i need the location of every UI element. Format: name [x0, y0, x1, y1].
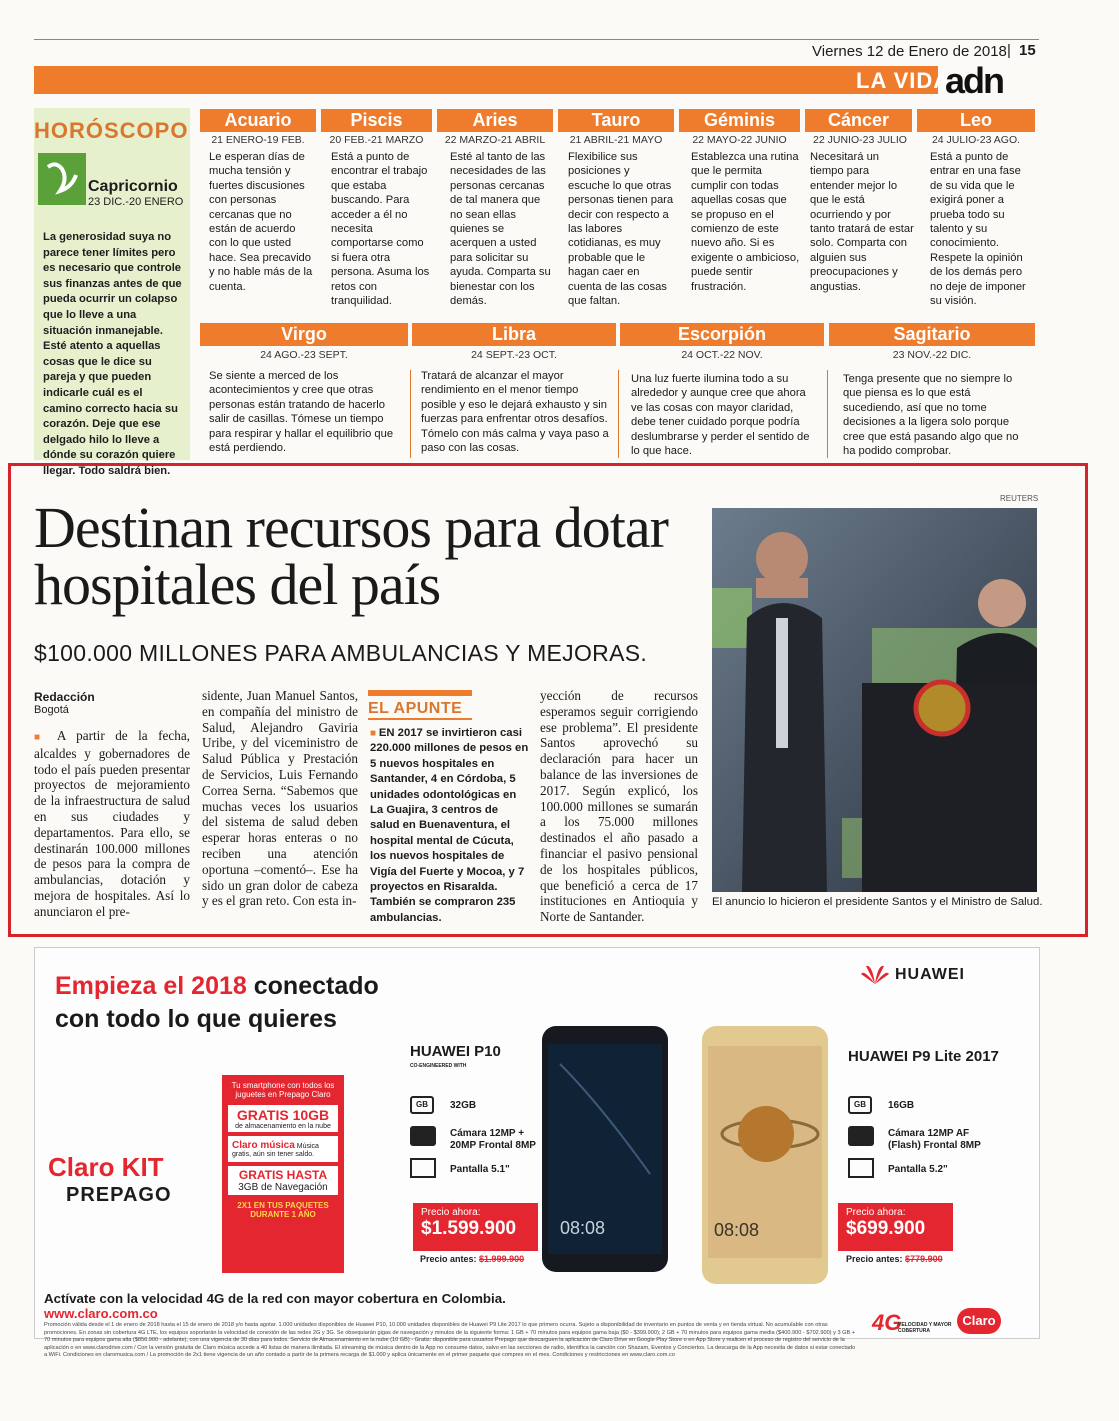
badge-4g: 4G: [872, 1310, 902, 1335]
phone1-price: $1.599.900: [421, 1218, 517, 1239]
badge-4g-sub: VELOCIDAD Y MAYOR COBERTURA: [898, 1322, 952, 1334]
promo-2x1: 2X1 EN TUS PAQUETES DURANTE 1 AÑO: [237, 1201, 329, 1219]
ad-headline-line2: con todo lo que quieres: [55, 1005, 337, 1033]
sign-text-aries: Esté al tanto de las necesidades de las personas cercanas de tal manera que no sean ellas quienes se acerquen a usted para solicitar su ayuda. Comparta su bienestar con los demás.: [450, 151, 551, 308]
bullet-icon: ■: [370, 728, 379, 739]
phone2-image: [700, 1024, 830, 1286]
column-divider: [410, 370, 411, 458]
sign-dates-tauro: 21 ABRIL-21 MAYO: [569, 134, 663, 146]
prepago-label: PREPAGO: [66, 1184, 172, 1206]
ad-fine-print: Promoción válida desde el 1 de enero de 2018 hasta el 15 de enero de 2018 y/o hasta agotar. 1.000 unidades disponibles de Huawei P10, 10.000 unidades disponibles de Huawei P9 Lite 2017 lo que primero ocurra. Sujeto a disponibilidad de inventario en puntos de venta y en tienda virtual. No acumulable con otras promociones. En zonas sin cobertura 4G LTE, los equipos soportarán la velocidad de conexión de las redes 2G y 3G. Se obsequiarán gigas de navegación y minutos de la siguiente forma: 1 GB + 70 minutos para equipos gama baja ($0 - $399.900); 2 GB + 70 minutos para equipos gama media ($400.900 - $702.900) y 3 GB + 70 minutos para equipos gama alta ($856.900 - adelante), con una vigencia de 30 días para todos. Servicio de Almacenamiento en la nube (10 GB) - Gratis: disponible para usuarios Prepago que descarguen la aplicación de Claro Drive en Google Play Store o en App Store y realicen el proceso de registro del servicio de la aplicación o en www.clarodrive.com / Con la versión gratuita de Claro música accede a 40 listas de manera ilimitada. El streaming de música dentro de la App no consume datos, salvo en las secciones de radio, identifica la canción con Shazam, Eventos y Conciertos. La descarga de la App necesita de datos si estar conectado a WiFi. Condiciones en claromusica.com / La promoción de 2x1 tiene vigencia de un año contado a partir de la primera recarga de $1.000 y aplica únicamente en el primer paquete que compres en el mes. Condiciones y restricciones en www.claro.com.co: [44, 1322, 856, 1359]
promo-intro: Tu smartphone con todos los juguetes en Prepago Claro: [231, 1081, 335, 1099]
huawei-logo: HUAWEI: [895, 966, 965, 983]
date-separator: |: [1007, 42, 1011, 59]
ad-headline-rest: conectado: [246, 972, 379, 1000]
sign-dates-escorpion: 24 OCT.-22 NOV.: [681, 349, 763, 361]
apunte-lead: EN 2017: [378, 727, 423, 739]
article-column-2: sidente, Juan Manuel Santos, en compañía del ministro de Salud, Alejandro Gaviria Uribe, y del viceministro de Salud Pública y Prestación de Servicios, Luis Fernando Correa Serna. “Sabemos que muchas veces los usuarios del sistema de salud deben esperar horas enteras o no reciben una atención oportuna –comentó–. Ese ha sido un gran dolor de cabeza y es el gran reto. Con esta in-: [202, 688, 358, 909]
apunte-title: EL APUNTE: [368, 700, 472, 720]
phone2-before-price: $779.900: [905, 1254, 943, 1264]
storage-icon: GB: [410, 1096, 434, 1114]
sign-text-libra: Tratará de alcanzar el mayor rendimiento en el menor tiempo posible y eso le dejará exhausto y sin fuerzas para enfrentar otros desafíos. Tómelo con más calma y vaya paso a paso con las cosas.: [421, 370, 609, 455]
sign-header-sagitario: Sagitario: [829, 323, 1035, 346]
phone1-storage: 32GB: [450, 1100, 477, 1111]
apunte-body: se invirtieron casi 220.000 millones de pesos en 5 nuevos hospitales en Santander, 4 en Córdoba, 5 unidades odontológicas en La Guajira, 3 centros de salud en Buenaventura, el hospital mental de Cúcuta, los nuevos hospitales de Vigía del Fuerte y Mocoa, y 7 proyectos en Risaralda. También se compraron 235 ambulancias.: [370, 727, 529, 924]
photo-credit: REUTERS: [1000, 494, 1039, 503]
phone1-screen: Pantalla 5.1": [450, 1164, 510, 1175]
sign-dates-aries: 22 MARZO-21 ABRIL: [444, 134, 546, 146]
sign-dates-sagitario: 23 NOV.-22 DIC.: [892, 349, 972, 361]
svg-text:08:08: 08:08: [714, 1220, 760, 1240]
article-column-1: [34, 728, 190, 920]
promo-hasta-sub: 3GB de Navegación: [238, 1182, 328, 1193]
sign-text-sagitario: Tenga presente que no siempre lo que piensa es lo que está sucediendo, así que no tome decisiones a la ligera solo porque cree que está pasando algo que no ha podido comprobar.: [843, 373, 1019, 458]
article-subhead: $100.000 MILLONES PARA AMBULANCIAS Y MEJORAS.: [34, 640, 648, 666]
sign-header-libra: Libra: [412, 323, 616, 346]
bullet-icon: ■: [34, 732, 57, 743]
section-title: LA VIDA: [856, 68, 951, 93]
column-divider: [827, 370, 828, 458]
phone1-before-price: $1.999.900: [479, 1254, 525, 1264]
phone2-name: HUAWEI P9 Lite 2017: [848, 1048, 999, 1065]
sign-text-piscis: Está a punto de encontrar el trabajo que estaba buscando. Para acceder a él no necesita comportarse como si fuera otra persona. Asuma los retos con tranquilidad.: [331, 151, 430, 308]
phone2-price: $699.900: [846, 1218, 926, 1239]
byline: Redacción: [34, 690, 95, 704]
phone2-price-box: [838, 1203, 953, 1251]
promo-hasta: GRATIS HASTA: [238, 1168, 328, 1182]
promo-data: [228, 1166, 338, 1195]
sign-header-escorpion: Escorpión: [620, 323, 824, 346]
screen-icon: [410, 1158, 436, 1178]
promo-panel: [222, 1075, 344, 1273]
camera-icon: [410, 1126, 436, 1146]
byline-city: Bogotá: [34, 704, 69, 716]
phone2-before-label: Precio antes:: [846, 1254, 903, 1264]
promo-gratis: GRATIS 10GB: [236, 1107, 330, 1123]
phone1-price-box: [413, 1203, 538, 1251]
phone2-before: [846, 1254, 943, 1264]
promo-music-text: Música gratis, aún sin tener saldo.: [232, 1143, 319, 1158]
ad-cta: Actívate con la velocidad 4G de la red con mayor cobertura en Colombia.: [44, 1291, 506, 1306]
sign-dates-cancer: 22 JUNIO-23 JULIO: [813, 134, 907, 146]
claro-logo: Claro: [957, 1308, 1001, 1334]
phone1-before: [420, 1254, 524, 1264]
apunte-accent-bar: [368, 690, 472, 696]
issue-date: Viernes 12 de Enero de 2018: [812, 43, 1007, 60]
sign-dates-libra: 24 SEPT.-23 OCT.: [471, 349, 557, 361]
horoscope-title: HORÓSCOPO: [34, 118, 189, 143]
sign-text-cancer: Necesitará un tiempo para entender mejor lo que le está ocurriendo y por tanto tratará de estar solo. Comparta con alguien sus preocupaciones y angustias.: [810, 151, 914, 293]
screen-icon: [848, 1158, 874, 1178]
phone1-before-label: Precio antes:: [420, 1254, 477, 1264]
phone2-price-label: Precio ahora:: [846, 1207, 906, 1218]
sign-header-tauro: Tauro: [558, 109, 674, 132]
capricorn-icon: [38, 153, 86, 205]
press-photo: [712, 508, 1037, 892]
sign-text-geminis: Establezca una rutina que le permita cumplir con todas aquellas cosas que se propuso en el comienzo de este nuevo año. Si es exigente o ambicioso, puede sentir frustración.: [691, 151, 800, 293]
sign-dates-geminis: 22 MAYO-22 JUNIO: [692, 134, 787, 146]
section-band: [34, 66, 938, 94]
promo-music: [228, 1136, 338, 1162]
storage-icon: GB: [848, 1096, 872, 1114]
phone2-storage: 16GB: [888, 1100, 915, 1111]
claro-kit-logo: Claro KIT: [48, 1152, 164, 1182]
featured-sign-dates: 23 DIC.-20 ENERO: [88, 196, 184, 208]
promo-music-brand: Claro música: [232, 1140, 295, 1151]
camera-icon: [848, 1126, 874, 1146]
top-rule: [34, 39, 1039, 40]
phone1-camera: Cámara 12MP + 20MP Frontal 8MP: [450, 1128, 536, 1151]
phone2-camera: Cámara 12MP AF (Flash) Frontal 8MP: [888, 1128, 981, 1151]
sign-header-leo: Leo: [917, 109, 1035, 132]
sign-dates-acuario: 21 ENERO-19 FEB.: [211, 134, 305, 146]
sign-text-leo: Está a punto de entrar en una fase de su vida que le exigirá poner a prueba todo su talento y su conocimiento. Respete la opinión de los demás pero no deje de imponer su visión.: [930, 151, 1026, 308]
sign-header-virgo: Virgo: [200, 323, 408, 346]
sign-text-acuario: Le esperan días de mucha tensión y fuertes discusiones con personas cercanas que no están de acuerdo con lo que usted hace. Sea precavido y no hable más de la cuenta.: [209, 151, 313, 293]
sign-text-virgo: Se siente a merced de los acontecimientos y cree que otras personas están tratando de hacerlo salir de casillas. Tómese un tiempo para respirar y hallar el equilibrio que está perdiendo.: [209, 370, 394, 455]
featured-sign-name: Capricornio: [88, 178, 178, 195]
huawei-flower-icon: [860, 962, 890, 986]
phone1-image: [540, 1024, 670, 1274]
article-headline: Destinan recursos para dotar hospitales del país: [34, 495, 668, 617]
sign-header-cancer: Cáncer: [805, 109, 912, 132]
ad-url[interactable]: www.claro.com.co: [44, 1306, 158, 1321]
promo-storage: [228, 1105, 338, 1132]
article-column-1-text: A partir de la fecha, alcaldes y gobernadores de todo el país pueden presentar proyectos de mejoramiento de la infraestructura de salud en sus ciudades y departamentos. Para ello, se destinarán 100.000 millones de pesos para la compra de ambulancias, dotación y mejora de hospitales. Así lo anunciaron el pre-: [34, 728, 190, 919]
sign-header-acuario: Acuario: [200, 109, 316, 132]
page-number: 15: [1019, 42, 1036, 59]
phone1-name: HUAWEI P10: [410, 1043, 501, 1060]
phone1-tag: CO-ENGINEERED WITH: [410, 1063, 467, 1069]
apunte-text: [370, 726, 530, 926]
ad-headline-highlight: Empieza el 2018: [55, 972, 247, 1000]
sign-text-escorpion: Una luz fuerte ilumina todo a su alrededor y aunque cree que ahora ve las cosas con mayor claridad, debe tener cuidado porque podría deslumbrarse y perder el sentido de lo que hace.: [631, 373, 810, 458]
sign-dates-piscis: 20 FEB.-21 MARZO: [329, 134, 424, 146]
sign-header-aries: Aries: [437, 109, 553, 132]
article-column-3: yección de recursos esperamos seguir corrigiendo ese problema”. El presidente Santos aprovechó su declaración para hacer un balance de las inversiones de 2017. Según explicó, los 100.000 millones se sumarán a los 75.000 millones destinados el año pasado a financiar el pasivo pensional de los hospitales públicos, que benefició a cerca de 17 instituciones en Antioquia y Norte de Santander.: [540, 688, 698, 925]
photo-caption: El anuncio lo hicieron el presidente Santos y el Ministro de Salud.: [712, 896, 1043, 908]
sign-header-piscis: Piscis: [321, 109, 432, 132]
featured-sign-text: La generosidad suya no parece tener límites pero es necesario que controle sus finanzas antes de que pueda ocurrir un colapso que lo lleve a una situación inmanejable. Esté atento a aquellas cosas que le dice su pareja y que pueden indicarle cuál es el camino correcto hacia su corazón. Deje que ese delgado hilo lo lleve a dónde su corazón quiere llegar. Todo saldrá bien.: [43, 231, 182, 477]
sign-text-tauro: Flexibilice sus posiciones y escuche lo que otras personas tienen para decir con respecto a las labores cotidianas, es muy probable que le hagan caer en cuenta de las cosas que faltan.: [568, 151, 674, 308]
sign-dates-virgo: 24 AGO.-23 SEPT.: [260, 349, 348, 361]
ad-headline: [55, 970, 379, 1036]
phone1-price-label: Precio ahora:: [421, 1207, 481, 1218]
promo-gratis-sub: de almacenamiento en la nube: [235, 1123, 331, 1130]
brand-logo: adn: [945, 60, 1004, 101]
column-divider: [618, 370, 619, 458]
sign-header-geminis: Géminis: [679, 109, 800, 132]
phone2-screen: Pantalla 5.2": [888, 1164, 948, 1175]
svg-text:08:08: 08:08: [560, 1218, 606, 1238]
sign-dates-leo: 24 JULIO-23 AGO.: [931, 134, 1021, 146]
